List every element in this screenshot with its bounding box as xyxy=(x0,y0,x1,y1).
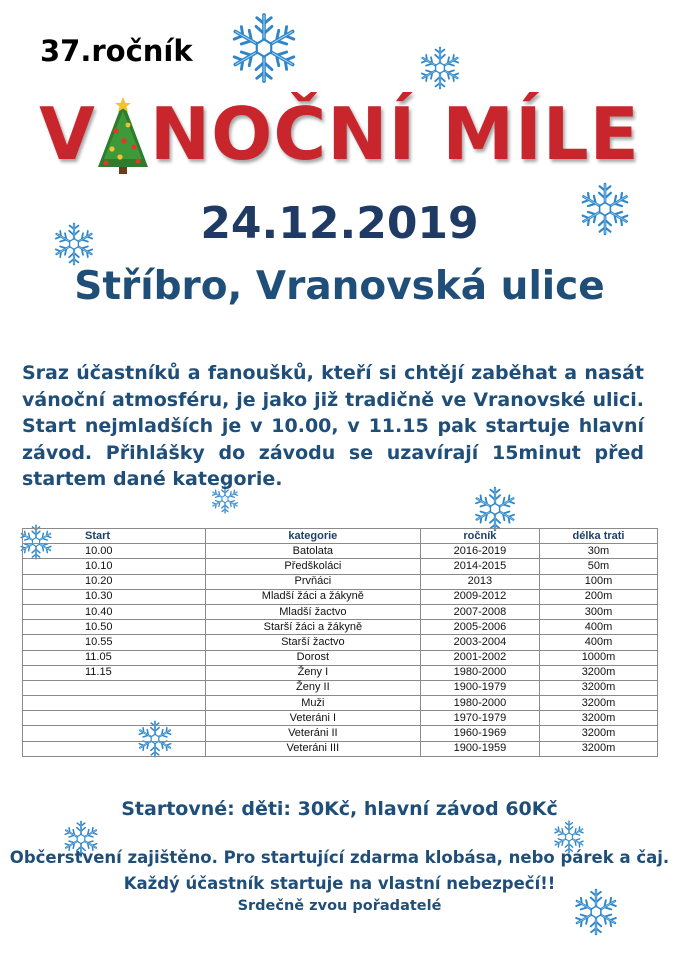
column-header: Start xyxy=(23,529,206,544)
table-cell: 2005-2006 xyxy=(420,620,539,635)
intro-paragraph: Sraz účastníků a fanoušků, kteří si chtějí zaběhat a nasát vánoční atmosféru, je jako již tradičně ve Vranovské ulici. Start nejmladších je v 10.00, v 11.15 pak startuje hlavní závod. Přihlášky do závodu se uzavírají 15minut před startem dané kategorie. xyxy=(22,362,644,490)
table-row xyxy=(23,544,658,559)
title-part2: NOČNÍ MÍLE xyxy=(149,92,640,176)
table-row xyxy=(23,574,658,589)
table-row xyxy=(23,635,658,650)
table-row xyxy=(23,620,658,635)
column-header: délka trati xyxy=(540,529,658,544)
table-cell: 1980-2000 xyxy=(420,665,539,680)
table-cell: Ženy II xyxy=(205,680,420,695)
table-cell: Batolata xyxy=(205,544,420,559)
table-cell: 3200m xyxy=(540,665,658,680)
table-cell: 2003-2004 xyxy=(420,635,539,650)
table-cell: 2013 xyxy=(420,574,539,589)
table-cell: 3200m xyxy=(540,696,658,711)
table-cell: 2014-2015 xyxy=(420,559,539,574)
table-cell: 2016-2019 xyxy=(420,544,539,559)
table-cell: 3200m xyxy=(540,680,658,695)
table-cell: 2007-2008 xyxy=(420,604,539,619)
table-row xyxy=(23,589,658,604)
table-cell: 1000m xyxy=(540,650,658,665)
table-cell: 200m xyxy=(540,589,658,604)
table-cell: Mladší žactvo xyxy=(205,604,420,619)
table-cell xyxy=(23,726,206,741)
table-row xyxy=(23,665,658,680)
christmas-tree-icon xyxy=(94,97,152,175)
table-cell: 10.20 xyxy=(23,574,206,589)
event-title xyxy=(0,93,679,175)
table-row xyxy=(23,726,658,741)
table-cell: Mladší žáci a žákyně xyxy=(205,589,420,604)
table-cell: 1970-1979 xyxy=(420,711,539,726)
snowflake-icon xyxy=(418,46,462,90)
table-cell: Ženy I xyxy=(205,665,420,680)
table-cell xyxy=(23,711,206,726)
table-cell xyxy=(23,696,206,711)
event-date: 24.12.2019 xyxy=(200,198,479,249)
table-cell: Starší žactvo xyxy=(205,635,420,650)
table-cell: 1900-1959 xyxy=(420,741,539,756)
table-row xyxy=(23,604,658,619)
table-cell: 3200m xyxy=(540,726,658,741)
table-row xyxy=(23,650,658,665)
table-cell: Veteráni I xyxy=(205,711,420,726)
table-cell: 400m xyxy=(540,620,658,635)
entry-fee: Startovné: děti: 30Kč, hlavní závod 60Kč xyxy=(121,798,558,820)
table-row xyxy=(23,680,658,695)
table-cell: 10.10 xyxy=(23,559,206,574)
refreshments-note: Občerstvení zajištěno. Pro startující zdarma klobása, nebo párek a čaj. xyxy=(9,848,670,867)
table-cell: 50m xyxy=(540,559,658,574)
table-row xyxy=(23,741,658,756)
table-cell: 1960-1969 xyxy=(420,726,539,741)
table-cell: 10.30 xyxy=(23,589,206,604)
table-cell: Předškoláci xyxy=(205,559,420,574)
table-cell: 10.55 xyxy=(23,635,206,650)
column-header: kategorie xyxy=(205,529,420,544)
table-cell: Muži xyxy=(205,696,420,711)
table-cell: 30m xyxy=(540,544,658,559)
table-cell: 100m xyxy=(540,574,658,589)
table-cell: 10.00 xyxy=(23,544,206,559)
table-cell: 2001-2002 xyxy=(420,650,539,665)
table-cell: Prvňáci xyxy=(205,574,420,589)
table-cell: Veteráni III xyxy=(205,741,420,756)
title-part1: V xyxy=(39,92,96,176)
table-cell: 3200m xyxy=(540,741,658,756)
column-header: ročník xyxy=(420,529,539,544)
table-cell: 11.05 xyxy=(23,650,206,665)
table-cell: 400m xyxy=(540,635,658,650)
table-cell: Veteráni II xyxy=(205,726,420,741)
risk-note: Každý účastník startuje na vlastní nebezpečí!! xyxy=(123,874,556,893)
table-cell: Starší žáci a žákyně xyxy=(205,620,420,635)
table-cell: Dorost xyxy=(205,650,420,665)
table-cell: 3200m xyxy=(540,711,658,726)
table-cell: 1980-2000 xyxy=(420,696,539,711)
table-cell xyxy=(23,680,206,695)
table-cell: 1900-1979 xyxy=(420,680,539,695)
table-row xyxy=(23,711,658,726)
event-place: Stříbro, Vranovská ulice xyxy=(74,264,605,309)
table-cell: 300m xyxy=(540,604,658,619)
snowflake-icon xyxy=(472,486,518,532)
table-row xyxy=(23,696,658,711)
snowflake-icon xyxy=(228,12,300,84)
table-row xyxy=(23,559,658,574)
edition-label: 37.ročník xyxy=(40,34,193,68)
table-cell xyxy=(23,741,206,756)
table-cell: 10.40 xyxy=(23,604,206,619)
table-header-row xyxy=(23,529,658,544)
schedule-table xyxy=(22,528,658,757)
table-cell: 11.15 xyxy=(23,665,206,680)
table-cell: 10.50 xyxy=(23,620,206,635)
table-cell: 2009-2012 xyxy=(420,589,539,604)
invitation-note: Srdečně zvou pořadatelé xyxy=(237,898,442,914)
